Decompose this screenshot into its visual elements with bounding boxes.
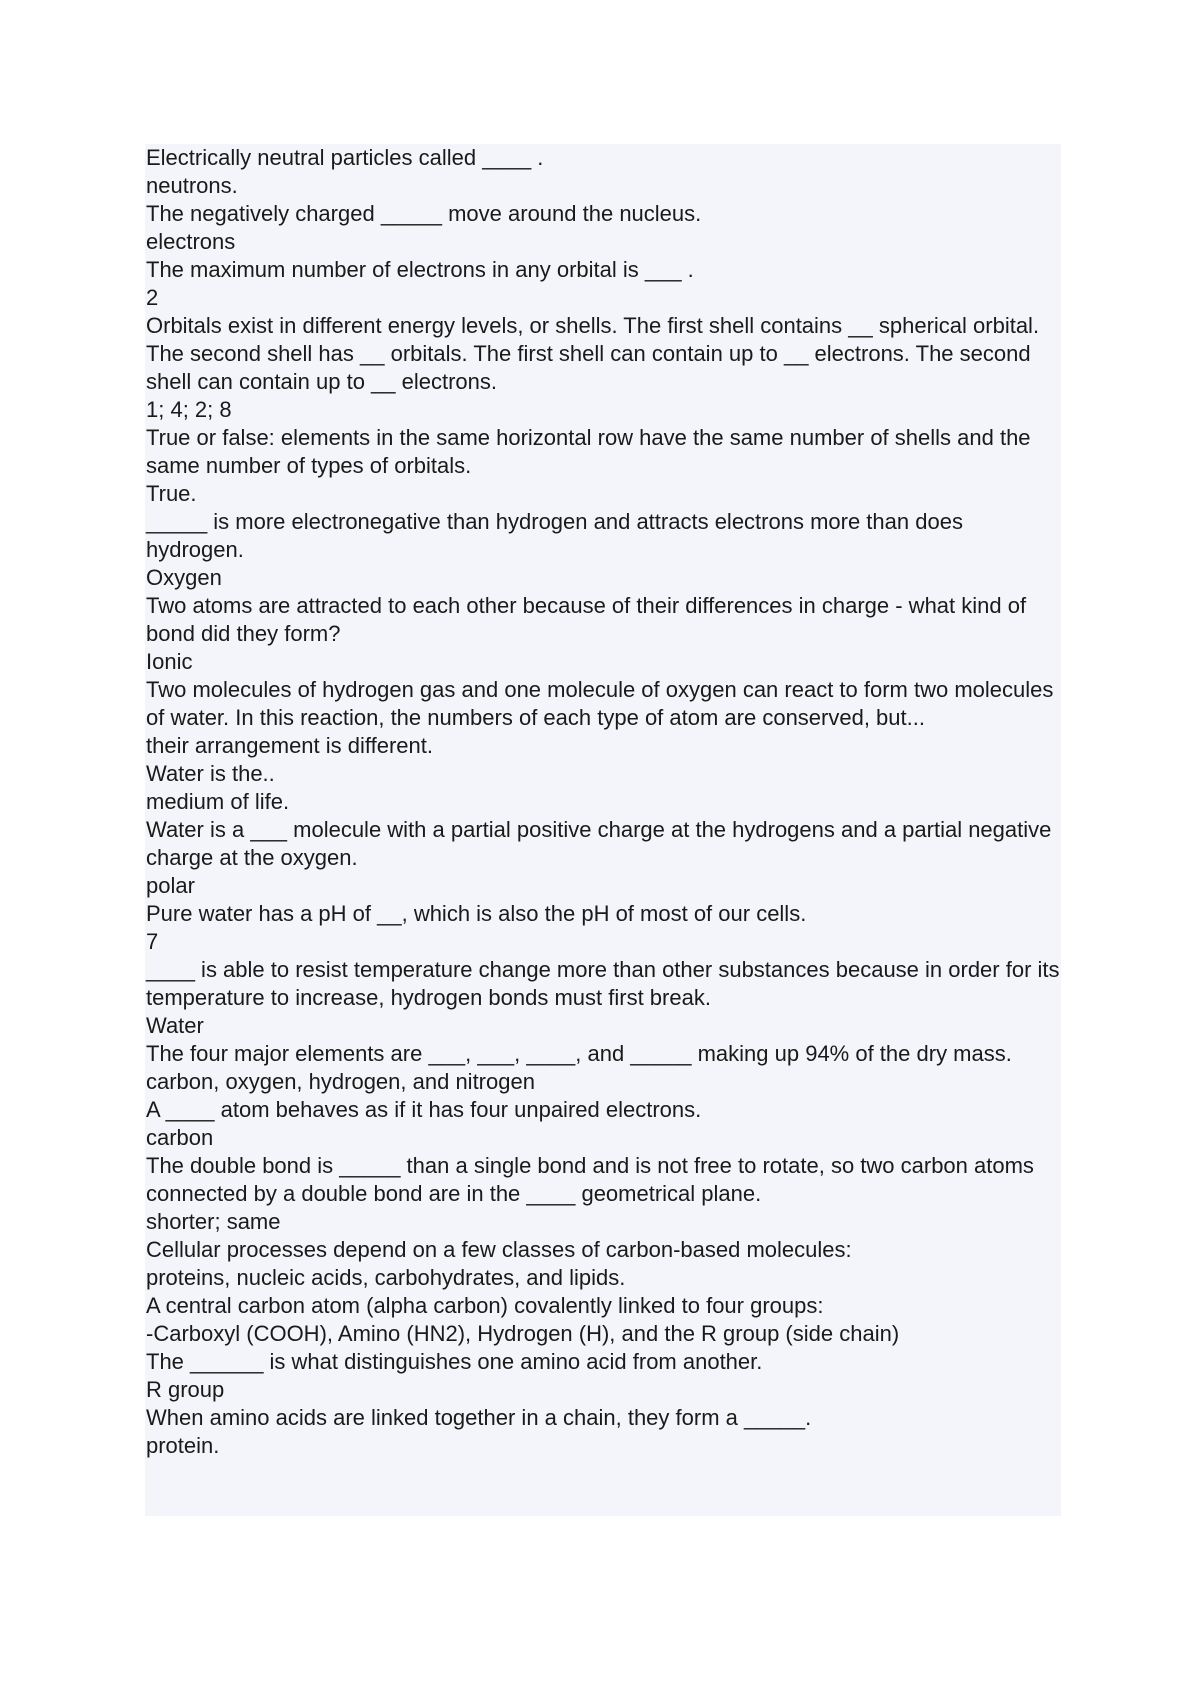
card [146, 508, 1061, 592]
card-question: A central carbon atom (alpha carbon) covalently linked to four groups: [146, 1293, 824, 1318]
card-question: Water is the.. [146, 761, 275, 786]
card-answer: carbon [146, 1125, 214, 1150]
card [146, 676, 1061, 760]
card-answer: protein. [146, 1433, 220, 1458]
card [146, 200, 1061, 256]
card [146, 144, 1061, 200]
card-question: The four major elements are ___, ___, ____, and _____ making up 94% of the dry mass. [146, 1041, 1012, 1066]
card-question: Water is a ___ molecule with a partial positive charge at the hydrogens and a partial negative charge at the oxygen. [146, 817, 1052, 870]
card-answer: 1; 4; 2; 8 [146, 397, 232, 422]
card-answer: 7 [146, 929, 159, 954]
card [146, 956, 1061, 1040]
card-question: The negatively charged _____ move around the nucleus. [146, 201, 702, 226]
card-question: ____ is able to resist temperature change more than other substances because in order for its temperature to increase, hydrogen bonds must first break. [146, 957, 1060, 1010]
card-answer: R group [146, 1377, 225, 1402]
card-answer: -Carboxyl (COOH), Amino (HN2), Hydrogen (H), and the R group (side chain) [146, 1321, 900, 1346]
card [146, 312, 1061, 424]
card-answer: True. [146, 481, 197, 506]
card-answer: polar [146, 873, 195, 898]
card-question: True or false: elements in the same horizontal row have the same number of shells and the same number of types of orbitals. [146, 425, 1031, 478]
card-answer: shorter; same [146, 1209, 281, 1234]
card-answer: electrons [146, 229, 236, 254]
card-question: Pure water has a pH of __, which is also the pH of most of our cells. [146, 901, 807, 926]
card [146, 1236, 1061, 1292]
card [146, 1348, 1061, 1404]
card-question: When amino acids are linked together in a chain, they form a _____. [146, 1405, 812, 1430]
card [146, 900, 1061, 956]
card-answer: 2 [146, 285, 159, 310]
card [146, 1096, 1061, 1152]
card [146, 760, 1061, 816]
card-question: Cellular processes depend on a few classes of carbon-based molecules: [146, 1237, 852, 1262]
card [146, 592, 1061, 676]
card-question: Orbitals exist in different energy levels, or shells. The first shell contains __ spherical orbital. The second shell has __ orbitals. The first shell can contain up to __ electrons. The second shell can contain up to __ electrons. [146, 313, 1040, 394]
card-question: Electrically neutral particles called ____ . [146, 145, 544, 170]
card-answer: neutrons. [146, 173, 238, 198]
card [146, 256, 1061, 312]
card-answer: proteins, nucleic acids, carbohydrates, and lipids. [146, 1265, 626, 1290]
card [146, 816, 1061, 900]
card-question: The maximum number of electrons in any orbital is ___ . [146, 257, 694, 282]
card-answer: Water [146, 1013, 204, 1038]
card [146, 1040, 1061, 1096]
card-question: Two molecules of hydrogen gas and one molecule of oxygen can react to form two molecules of water. In this reaction, the numbers of each type of atom are conserved, but... [146, 677, 1054, 730]
card [146, 1152, 1061, 1236]
card-question: Two atoms are attracted to each other because of their differences in charge - what kind of bond did they form? [146, 593, 1027, 646]
flashcard-text-block [145, 144, 1061, 1516]
card-question: The double bond is _____ than a single bond and is not free to rotate, so two carbon atoms connected by a double bond are in the ____ geometrical plane. [146, 1153, 1034, 1206]
card-answer: Oxygen [146, 565, 222, 590]
card-answer: carbon, oxygen, hydrogen, and nitrogen [146, 1069, 535, 1094]
card-answer: Ionic [146, 649, 193, 674]
card-question: The ______ is what distinguishes one amino acid from another. [146, 1349, 763, 1374]
card-answer: medium of life. [146, 789, 290, 814]
card [146, 1292, 1061, 1348]
card-question: _____ is more electronegative than hydrogen and attracts electrons more than does hydrogen. [146, 509, 963, 562]
card-question: A ____ atom behaves as if it has four unpaired electrons. [146, 1097, 702, 1122]
card-answer: their arrangement is different. [146, 733, 433, 758]
card [146, 424, 1061, 508]
card [146, 1404, 1061, 1460]
